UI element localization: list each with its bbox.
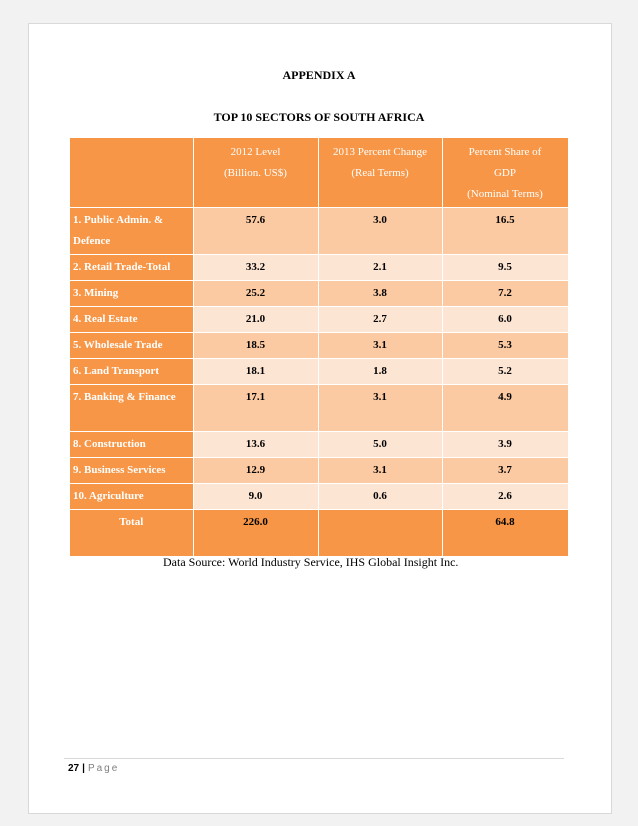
share-cell: 3.9: [442, 432, 568, 458]
sector-cell: 9. Business Services: [70, 458, 193, 484]
level-cell: 17.1: [193, 385, 318, 432]
level-cell: 18.1: [193, 359, 318, 385]
sector-cell: 5. Wholesale Trade: [70, 333, 193, 359]
total-change: [318, 510, 442, 557]
level-cell: 57.6: [193, 208, 318, 255]
table-row: [70, 307, 568, 333]
change-cell: 3.8: [318, 281, 442, 307]
appendix-title: APPENDIX A: [282, 68, 356, 82]
table-total-row: [70, 510, 568, 557]
change-cell: 2.7: [318, 307, 442, 333]
level-cell: 18.5: [193, 333, 318, 359]
level-cell: 9.0: [193, 484, 318, 510]
table-row: [70, 458, 568, 484]
share-cell: 7.2: [442, 281, 568, 307]
level-cell: 21.0: [193, 307, 318, 333]
change-cell: 3.0: [318, 208, 442, 255]
footer-separator: |: [82, 763, 85, 774]
table-row: [70, 208, 568, 255]
page-word: Page: [87, 763, 120, 774]
sector-cell: 6. Land Transport: [70, 359, 193, 385]
table-row: [70, 333, 568, 359]
table-row: [70, 359, 568, 385]
change-cell: 3.1: [318, 385, 442, 432]
sector-cell: 10. Agriculture: [70, 484, 193, 510]
share-cell: 3.7: [442, 458, 568, 484]
sector-cell: 4. Real Estate: [70, 307, 193, 333]
total-share: 64.8: [442, 510, 568, 557]
header-change: 2013 Percent Change (Real Terms): [318, 138, 442, 208]
table-title: TOP 10 SECTORS OF SOUTH AFRICA: [213, 110, 425, 124]
change-cell: 3.1: [318, 333, 442, 359]
table-row: [70, 255, 568, 281]
level-cell: 33.2: [193, 255, 318, 281]
sectors-table: [70, 138, 569, 557]
header-share: Percent Share of GDP (Nominal Terms): [442, 138, 568, 208]
table-header-row: [70, 138, 568, 208]
data-source-note: Data Source: World Industry Service, IHS Global Insight Inc.: [163, 555, 459, 569]
change-cell: 5.0: [318, 432, 442, 458]
share-cell: 2.6: [442, 484, 568, 510]
level-cell: 25.2: [193, 281, 318, 307]
table-row: [70, 281, 568, 307]
header-level: 2012 Level (Billion. US$): [193, 138, 318, 208]
change-cell: 0.6: [318, 484, 442, 510]
change-cell: 2.1: [318, 255, 442, 281]
level-cell: 13.6: [193, 432, 318, 458]
sector-cell: 2. Retail Trade-Total: [70, 255, 193, 281]
share-cell: 5.2: [442, 359, 568, 385]
change-cell: 3.1: [318, 458, 442, 484]
sector-cell: 1. Public Admin. & Defence: [70, 208, 193, 255]
share-cell: 6.0: [442, 307, 568, 333]
level-cell: 12.9: [193, 458, 318, 484]
total-level: 226.0: [193, 510, 318, 557]
share-cell: 9.5: [442, 255, 568, 281]
table-row: [70, 432, 568, 458]
table-row: [70, 484, 568, 510]
share-cell: 5.3: [442, 333, 568, 359]
share-cell: 4.9: [442, 385, 568, 432]
sector-cell: 8. Construction: [70, 432, 193, 458]
total-label: Total: [70, 510, 193, 557]
share-cell: 16.5: [442, 208, 568, 255]
sector-cell: 7. Banking & Finance: [70, 385, 193, 432]
table-row: [70, 385, 568, 432]
header-sector: [70, 138, 193, 208]
footer-divider: [64, 758, 564, 759]
page-footer: [68, 763, 119, 774]
sector-cell: 3. Mining: [70, 281, 193, 307]
page-number: 27: [68, 763, 80, 774]
change-cell: 1.8: [318, 359, 442, 385]
